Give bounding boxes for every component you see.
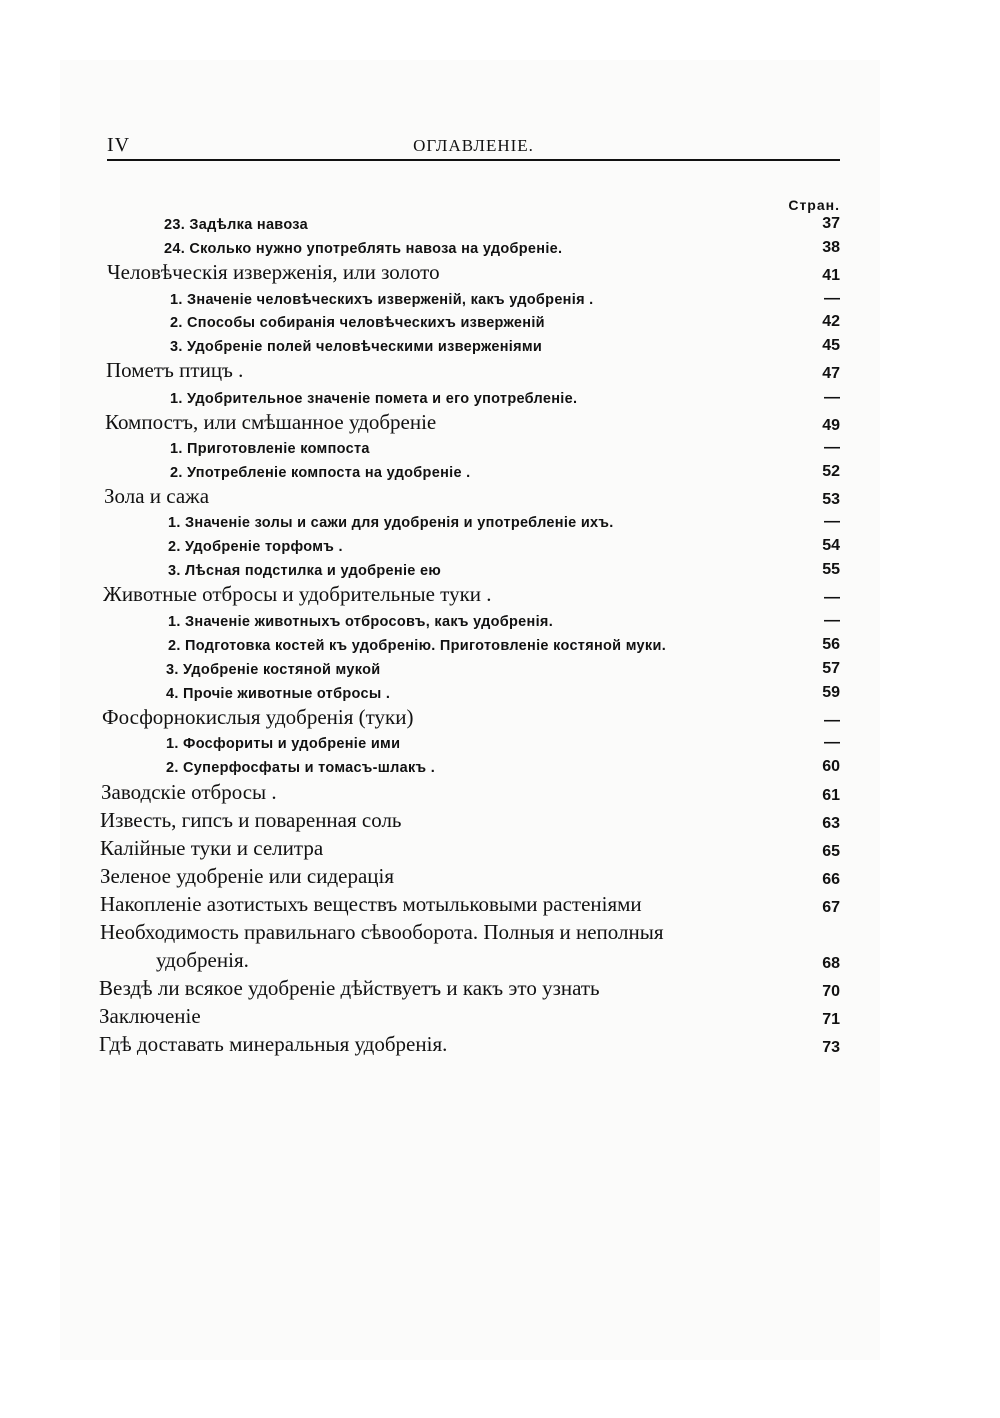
- toc-entry-page: 49: [822, 417, 840, 434]
- toc-entry-page: —: [824, 513, 840, 530]
- toc-entry-page: 53: [822, 491, 840, 508]
- toc-entry-page: 59: [822, 684, 840, 701]
- page-number: IV: [107, 134, 131, 156]
- toc-entry-title: 2. Употребленіе компоста на удобреніе .: [170, 465, 471, 481]
- toc-entry-title: 2. Суперфосфаты и томасъ-шлакъ .: [166, 760, 436, 776]
- toc-entry-title: 1. Удобрительное значеніе помета и его употребленіе.: [170, 391, 578, 407]
- toc-entry-page: 47: [822, 365, 840, 382]
- toc-entry-page: 61: [822, 787, 840, 804]
- toc-entry-title: Известь, гипсъ и поваренная соль: [100, 808, 402, 832]
- toc-entry-title: 1. Значеніе человѣческихъ изверженій, какъ удобренія .: [170, 292, 594, 308]
- toc-entry-page: 68: [822, 955, 840, 972]
- toc-entry-page: —: [824, 712, 840, 729]
- toc-entry-title: 1. Значеніе золы и сажи для удобренія и употребленіе ихъ.: [168, 515, 614, 531]
- toc-entry-page: 42: [822, 313, 840, 330]
- toc-entry-page: —: [824, 439, 840, 456]
- toc-entry-title: Компостъ, или смѣшанное удобреніе: [105, 410, 437, 434]
- toc-entry-page: 38: [822, 239, 840, 256]
- toc-entry-page: 73: [822, 1039, 840, 1056]
- toc-entry-title: Зеленое удобреніе или сидерація: [100, 864, 395, 888]
- toc-entry-title: 24. Сколько нужно употреблять навоза на удобреніе.: [164, 241, 563, 257]
- toc-entry-page: 45: [822, 337, 840, 354]
- toc-entry-page: —: [824, 589, 840, 606]
- toc-entry-title: 2. Подготовка костей къ удобренію. Приготовленіе костяной муки.: [168, 638, 667, 654]
- toc-entry-page: 56: [822, 636, 840, 653]
- toc-entry-page: —: [824, 389, 840, 406]
- toc-entry-page: 55: [822, 561, 840, 578]
- toc-entry-page: 65: [822, 843, 840, 860]
- toc-entry-title: 1. Значеніе животныхъ отбросовъ, какъ удобренія.: [168, 614, 554, 630]
- toc-entry-page: 71: [822, 1011, 840, 1028]
- toc-entry-page: —: [824, 612, 840, 629]
- toc-entry-title: 23. Задѣлка навоза: [164, 217, 308, 233]
- toc-entry-title: Гдѣ доставать минеральныя удобренія.: [99, 1032, 448, 1056]
- toc-entry-title: Зола и сажа: [104, 484, 210, 508]
- toc-entry-title: Заключеніе: [99, 1004, 201, 1028]
- page-column-heading: Стран.: [788, 197, 840, 213]
- toc-entry-page: —: [824, 734, 840, 751]
- toc-entry-title: Накопленіе азотистыхъ веществъ мотыльковыми растеніями: [100, 892, 642, 916]
- toc-entry-title: Необходимость правильнаго сѣвооборота. Полныя и неполныя: [100, 920, 664, 944]
- toc-entry-page: 57: [822, 660, 840, 677]
- toc-entry-page: 60: [822, 758, 840, 775]
- toc-entry-title: Пометъ птицъ .: [106, 358, 244, 382]
- toc-entry-title: Человѣческія изверженія, или золото: [107, 260, 440, 284]
- toc-entry-page: 37: [822, 215, 840, 232]
- toc-entry-title: Вездѣ ли всякое удобреніе дѣйствуетъ и какъ это узнать: [99, 976, 600, 1000]
- toc-entry-title: Заводскіе отбросы .: [101, 780, 277, 804]
- toc-entry-page: 63: [822, 815, 840, 832]
- toc-entry-title: Животные отбросы и удобрительные туки .: [103, 582, 492, 606]
- toc-entry-title: 3. Лѣсная подстилка и удобреніе ею: [168, 563, 442, 579]
- toc-entry-page: 66: [822, 871, 840, 888]
- toc-entry-page: 67: [822, 899, 840, 916]
- toc-entry-page: —: [824, 290, 840, 307]
- toc-entry-page: 52: [822, 463, 840, 480]
- toc-entry-title: Калійные туки и селитра: [100, 836, 324, 860]
- toc-entry-title: Фосфорнокислыя удобренія (туки): [102, 705, 414, 729]
- toc-entry-page: 54: [822, 537, 840, 554]
- toc-entry-page: 70: [822, 983, 840, 1000]
- toc-entry-title: 3. Удобреніе полей человѣческими изверженіями: [170, 339, 543, 355]
- toc-entry-title: 2. Способы собиранія человѣческихъ изверженій: [170, 315, 545, 331]
- toc-entry-title: 1. Приготовленіе компоста: [170, 441, 370, 457]
- running-title: ОГЛАВЛЕНІЕ.: [413, 136, 534, 155]
- toc-entry-title: 1. Фосфориты и удобреніе ими: [166, 736, 401, 752]
- toc-entry-title: 2. Удобреніе торфомъ .: [168, 539, 343, 555]
- toc-entry-page: 41: [822, 267, 840, 284]
- toc-entry-title: удобренія.: [156, 948, 249, 972]
- header-rule: [107, 159, 840, 161]
- toc-entry-title: 3. Удобреніе костяной мукой: [166, 662, 381, 678]
- toc-entry-title: 4. Прочіе животные отбросы .: [166, 686, 391, 702]
